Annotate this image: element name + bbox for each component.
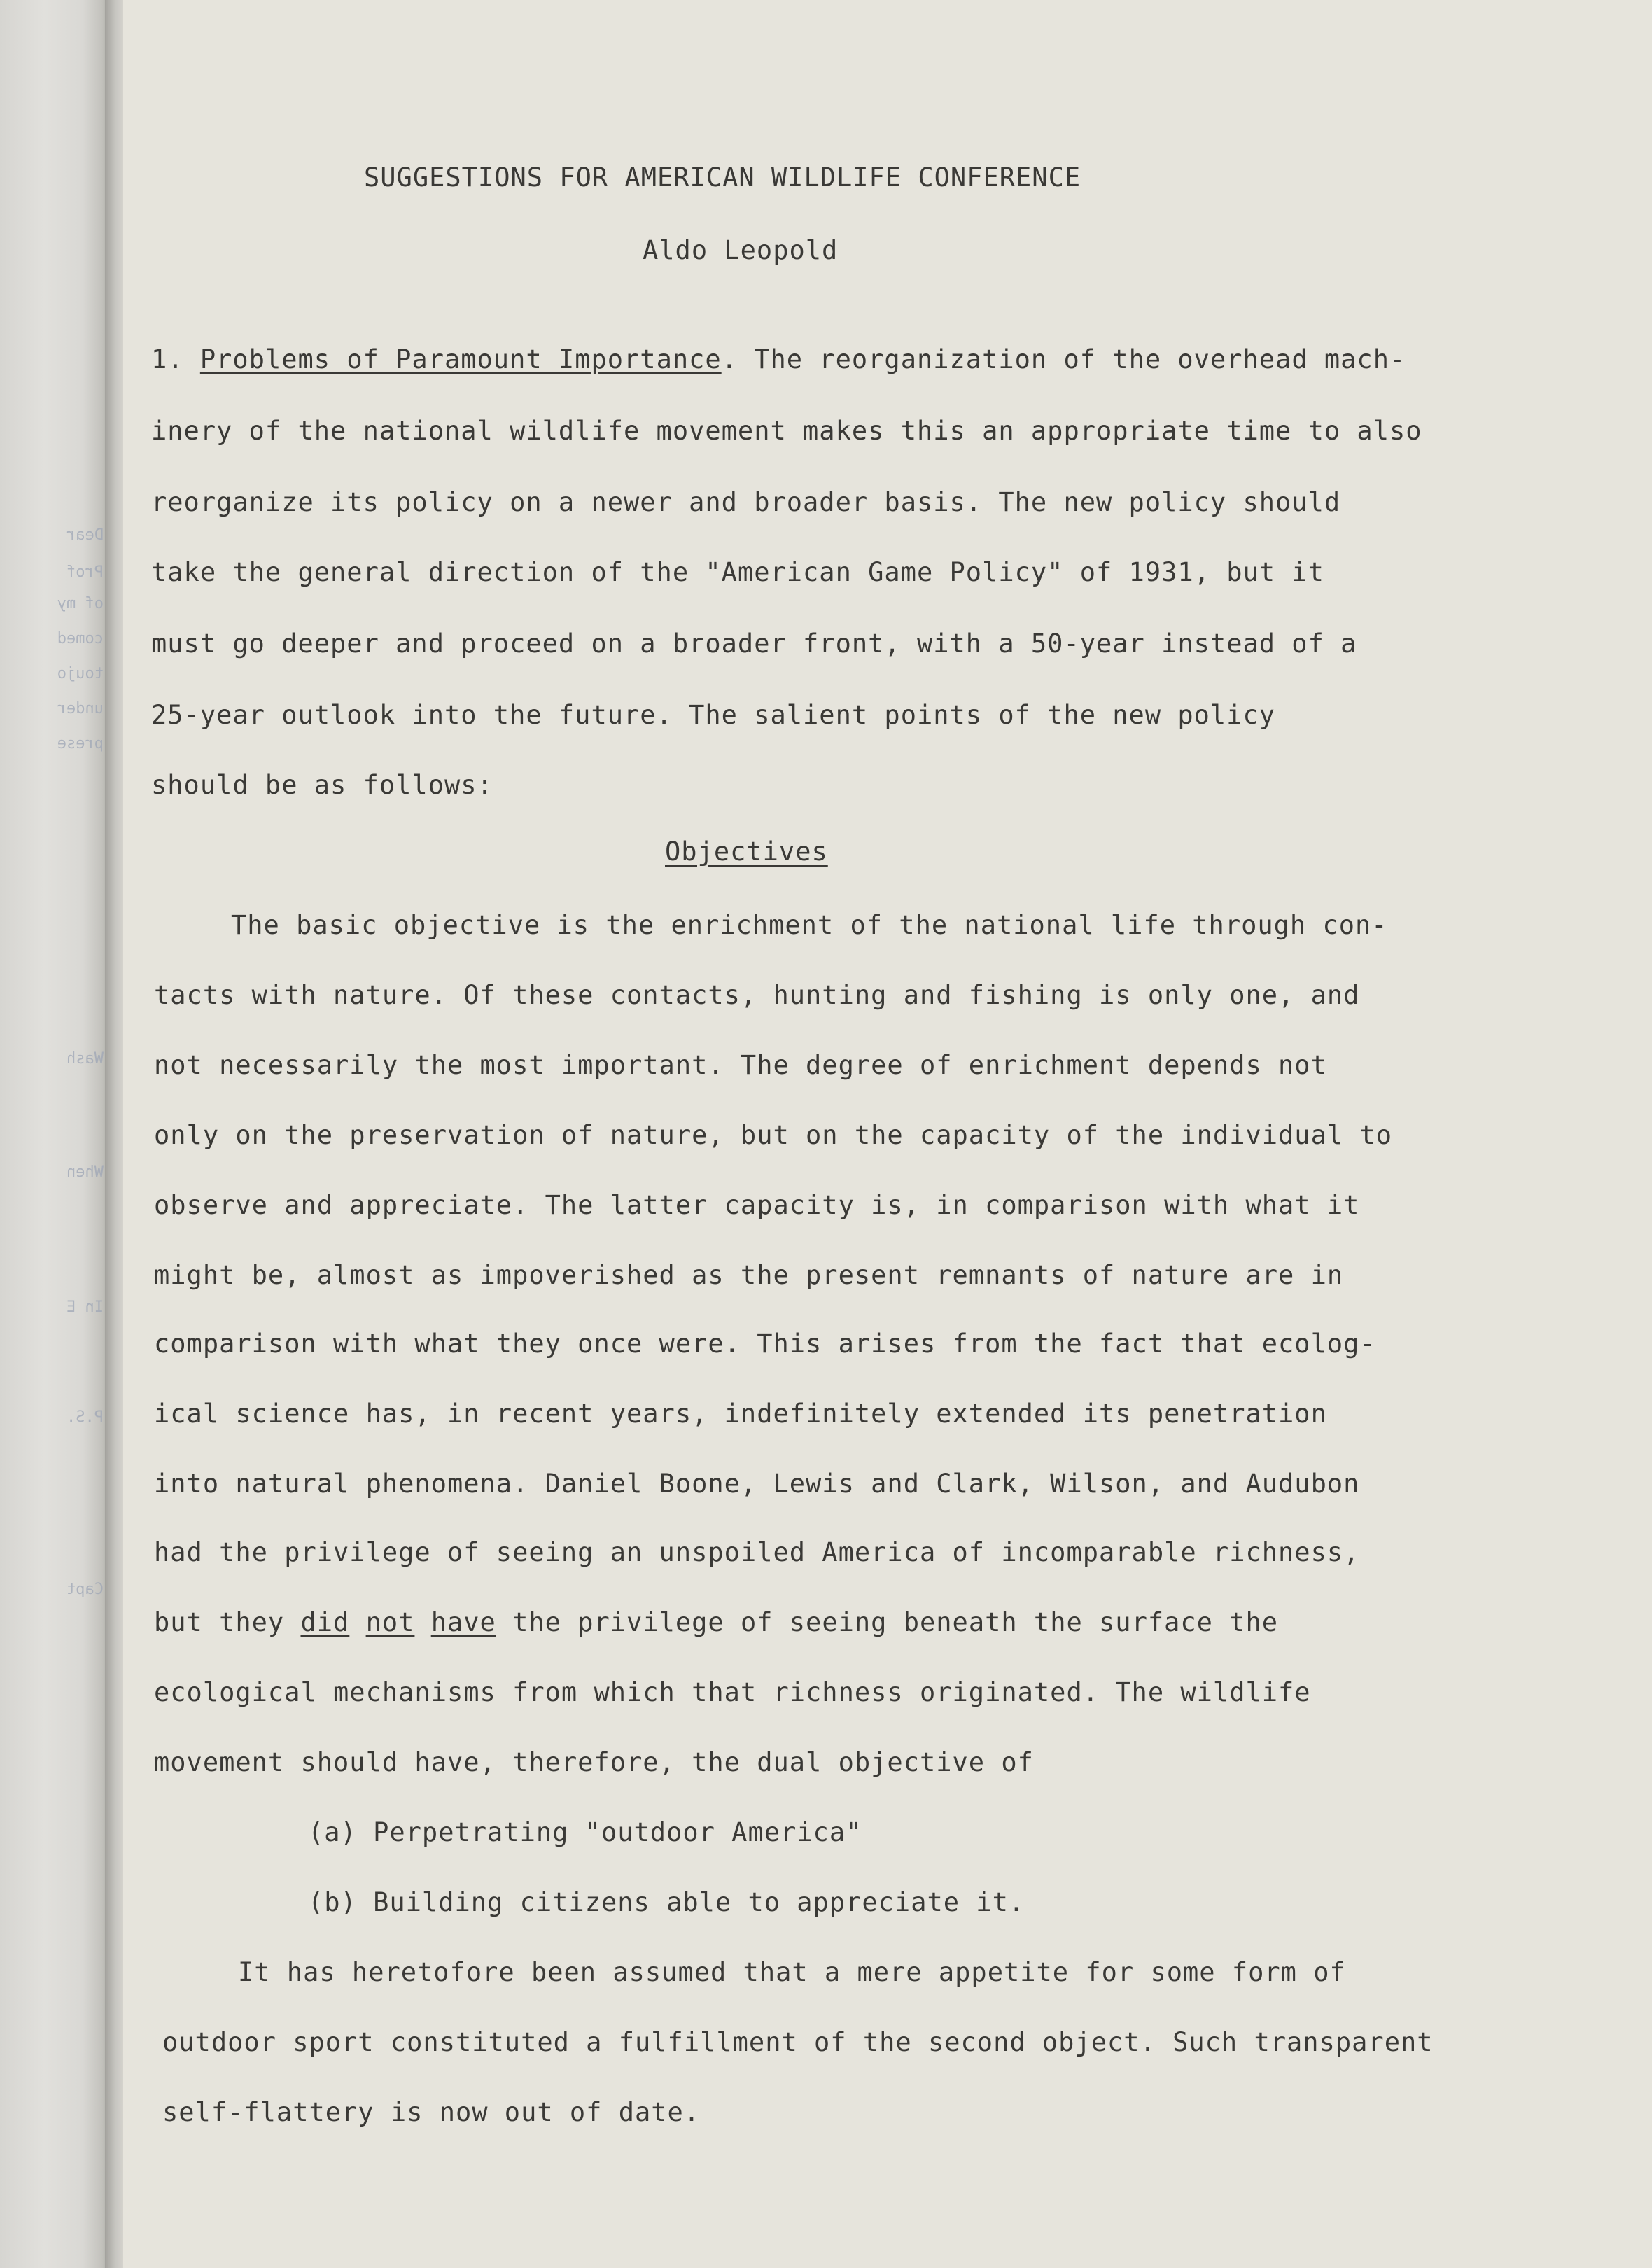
text-line: It has heretofore been assumed that a mere appetite for some form of xyxy=(238,1957,1346,1987)
text-line: observe and appreciate. The latter capacity is, in comparison with what it xyxy=(154,1190,1360,1220)
text-line-underlined xyxy=(154,1607,1278,1637)
bleed-through-text: P.S. xyxy=(66,1408,104,1426)
section-number: 1. xyxy=(151,344,184,374)
text-fragment: but they xyxy=(154,1607,301,1637)
bleed-through-text: prese xyxy=(57,735,104,752)
author-name: Aldo Leopold xyxy=(643,235,839,265)
text-line: tacts with nature. Of these contacts, hunting and fishing is only one, and xyxy=(154,980,1360,1010)
text-line: might be, almost as impoverished as the present remnants of nature are in xyxy=(154,1260,1344,1290)
objectives-heading: Objectives xyxy=(665,836,828,867)
text-line: comparison with what they once were. This arises from the fact that ecolog- xyxy=(154,1329,1376,1359)
text-fragment: the privilege of seeing beneath the surface the xyxy=(496,1607,1279,1637)
text-line: ical science has, in recent years, indefinitely extended its penetration xyxy=(154,1399,1327,1429)
text-line: only on the preservation of nature, but on the capacity of the individual to xyxy=(154,1120,1392,1150)
bleed-through-text: Wash xyxy=(66,1050,104,1068)
bleed-through-text: under xyxy=(57,700,104,718)
section-first-line xyxy=(151,344,1406,374)
text-line: movement should have, therefore, the dual objective of xyxy=(154,1747,1034,1777)
bleed-through-text: In E xyxy=(66,1298,104,1316)
text-line: into natural phenomena. Daniel Boone, Lewis and Clark, Wilson, and Audubon xyxy=(154,1469,1360,1499)
text-line: The basic objective is the enrichment of the national life through con- xyxy=(231,910,1388,940)
text-line: 25-year outlook into the future. The salient points of the new policy xyxy=(151,700,1276,730)
text-line: self-flattery is now out of date. xyxy=(162,2097,701,2127)
text-line: must go deeper and proceed on a broader front, with a 50-year instead of a xyxy=(151,629,1357,659)
bleed-through-text: toujo xyxy=(57,665,104,682)
text-line: inery of the national wildlife movement makes this an appropriate time to also xyxy=(151,416,1422,446)
text-line: reorganize its policy on a newer and broader basis. The new policy should xyxy=(151,487,1341,517)
section-first-line-rest: . The reorganization of the overhead mach- xyxy=(721,344,1406,374)
bleed-through-text: Capt xyxy=(66,1581,104,1598)
bleed-through-text: Dear xyxy=(66,526,104,544)
text-line: should be as follows: xyxy=(151,770,493,800)
section-heading: Problems of Paramount Importance xyxy=(200,344,722,374)
text-line: had the privilege of seeing an unspoiled America of incomparable richness, xyxy=(154,1537,1360,1567)
bleed-through-text: Prof xyxy=(66,564,104,581)
bleed-through-text: comed xyxy=(57,630,104,648)
underlined-word: not xyxy=(365,1607,415,1637)
underlined-word: did xyxy=(300,1607,350,1637)
text-line: take the general direction of the "American Game Policy" of 1931, but it xyxy=(151,557,1324,587)
underlined-word: have xyxy=(430,1607,496,1637)
list-item: (b) Building citizens able to appreciate it. xyxy=(308,1887,1026,1917)
text-line: ecological mechanisms from which that richness originated. The wildlife xyxy=(154,1677,1311,1707)
text-line: outdoor sport constituted a fulfillment of the second object. Such transparent xyxy=(162,2027,1434,2057)
previous-page-edge xyxy=(0,0,111,2268)
list-item: (a) Perpetrating "outdoor America" xyxy=(308,1817,862,1847)
document-title: SUGGESTIONS FOR AMERICAN WILDLIFE CONFERENCE xyxy=(364,162,1082,192)
text-line: not necessarily the most important. The degree of enrichment depends not xyxy=(154,1050,1327,1080)
bleed-through-text: When xyxy=(66,1163,104,1181)
bleed-through-text: of my xyxy=(57,595,104,612)
